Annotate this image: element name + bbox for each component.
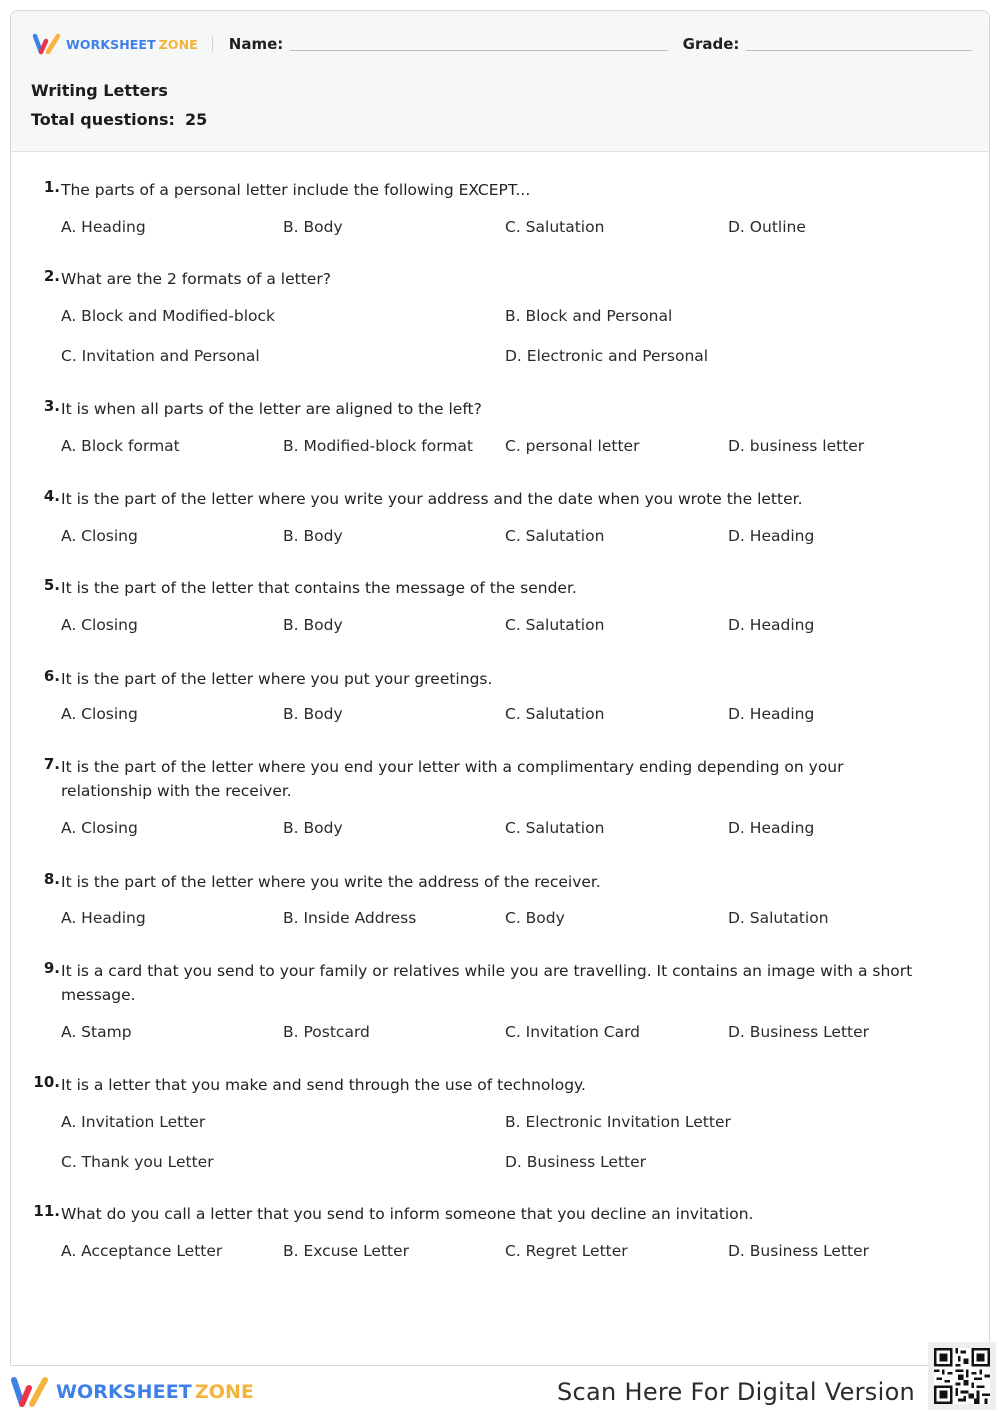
- total-questions: [31, 110, 207, 129]
- question-number: 3.: [43, 397, 60, 415]
- brand-name: [66, 37, 198, 52]
- qr-code-icon[interactable]: [928, 1342, 996, 1410]
- question-text: It is the part of the letter where you write your address and the date when you wrote the letter.: [61, 490, 803, 508]
- answer-option[interactable]: A. Acceptance Letter: [61, 1242, 223, 1260]
- answer-option[interactable]: C. Invitation and Personal: [61, 347, 260, 365]
- answer-option[interactable]: D. Business Letter: [728, 1023, 870, 1041]
- question-text: It is when all parts of the letter are aligned to the left?: [61, 400, 482, 418]
- answer-option[interactable]: B. Body: [283, 616, 343, 634]
- worksheet-title: Writing Letters: [31, 81, 168, 100]
- worksheet-header: [11, 11, 989, 152]
- answer-option[interactable]: B. Body: [283, 527, 343, 545]
- answer-option[interactable]: D. Heading: [728, 527, 815, 545]
- question-number: 10.: [33, 1073, 60, 1091]
- answer-option[interactable]: C. personal letter: [505, 437, 640, 455]
- answer-option[interactable]: D. business letter: [728, 437, 865, 455]
- grade-field[interactable]: [746, 50, 972, 51]
- answer-option[interactable]: A. Heading: [61, 909, 146, 927]
- answer-option[interactable]: D. Salutation: [728, 909, 829, 927]
- question-text: What are the 2 formats of a letter?: [61, 270, 331, 288]
- question-number: 8.: [43, 870, 60, 888]
- answer-option[interactable]: A. Invitation Letter: [61, 1113, 206, 1131]
- question-number: 11.: [33, 1202, 60, 1220]
- answer-option[interactable]: D. Business Letter: [728, 1242, 870, 1260]
- brand-name-part2: ZONE: [194, 1381, 255, 1403]
- question-number: 2.: [43, 267, 60, 285]
- footer-brand-logo: [10, 1376, 254, 1408]
- answer-option[interactable]: A. Stamp: [61, 1023, 132, 1041]
- brand-name-part1: WORKSHEET: [56, 1381, 192, 1403]
- answer-option[interactable]: A. Closing: [61, 705, 138, 723]
- question-text: It is the part of the letter that contains the message of the sender.: [61, 579, 577, 597]
- question-number: 7.: [43, 755, 60, 773]
- answer-option[interactable]: C. Salutation: [505, 616, 605, 634]
- question-number: 9.: [43, 959, 60, 977]
- answer-option[interactable]: A. Closing: [61, 819, 138, 837]
- answer-option[interactable]: C. Salutation: [505, 218, 605, 236]
- answer-option[interactable]: B. Inside Address: [283, 909, 417, 927]
- footer-brand-name: [56, 1381, 254, 1403]
- answer-option[interactable]: B. Body: [283, 218, 343, 236]
- scan-digital-version-text: Scan Here For Digital Version: [557, 1378, 916, 1406]
- answer-option[interactable]: A. Block and Modified-block: [61, 307, 275, 325]
- answer-option[interactable]: A. Heading: [61, 218, 146, 236]
- answer-option[interactable]: B. Excuse Letter: [283, 1242, 410, 1260]
- answer-option[interactable]: D. Heading: [728, 616, 815, 634]
- answer-option[interactable]: C. Regret Letter: [505, 1242, 628, 1260]
- question-text: What do you call a letter that you send to inform someone that you decline an invitation.: [61, 1205, 754, 1223]
- answer-option[interactable]: B. Block and Personal: [505, 307, 673, 325]
- question-text: It is a card that you send to your family or relatives while you are travelling. It contains an image with a short message.: [61, 962, 913, 1004]
- name-label: Name:: [228, 35, 284, 53]
- worksheetzone-logo-icon: [10, 1376, 50, 1408]
- answer-option[interactable]: D. Heading: [728, 705, 815, 723]
- answer-option[interactable]: C. Salutation: [505, 527, 605, 545]
- answer-option[interactable]: C. Body: [505, 909, 565, 927]
- brand-name-part1: WORKSHEET: [66, 36, 156, 52]
- brand-logo: [32, 33, 198, 55]
- worksheetzone-logo-icon: [32, 33, 62, 55]
- name-field[interactable]: [290, 50, 667, 51]
- question-text: The parts of a personal letter include the following EXCEPT...: [61, 181, 531, 199]
- brand-name-part2: ZONE: [158, 36, 198, 52]
- answer-option[interactable]: A. Block format: [61, 437, 180, 455]
- answer-option[interactable]: D. Business Letter: [505, 1153, 647, 1171]
- answer-option[interactable]: D. Outline: [728, 218, 806, 236]
- total-questions-count: 25: [184, 110, 208, 129]
- answer-option[interactable]: B. Postcard: [283, 1023, 370, 1041]
- logo-divider: [212, 37, 213, 51]
- answer-option[interactable]: B. Body: [283, 705, 343, 723]
- answer-option[interactable]: B. Electronic Invitation Letter: [505, 1113, 731, 1131]
- answer-option[interactable]: C. Thank you Letter: [61, 1153, 214, 1171]
- answer-option[interactable]: A. Closing: [61, 616, 138, 634]
- answer-option[interactable]: C. Salutation: [505, 819, 605, 837]
- question-text: It is the part of the letter where you end your letter with a complimentary ending depending on your relationship with the receiver.: [61, 758, 844, 800]
- question-text: It is the part of the letter where you write the address of the receiver.: [61, 873, 601, 891]
- answer-option[interactable]: B. Modified-block format: [283, 437, 473, 455]
- answer-option[interactable]: C. Salutation: [505, 705, 605, 723]
- answer-option[interactable]: D. Electronic and Personal: [505, 347, 709, 365]
- answer-option[interactable]: D. Heading: [728, 819, 815, 837]
- question-number: 5.: [43, 576, 60, 594]
- grade-label: Grade:: [682, 35, 740, 53]
- question-number: 4.: [43, 487, 60, 505]
- total-questions-label: Total questions:: [31, 110, 175, 129]
- answer-option[interactable]: B. Body: [283, 819, 343, 837]
- question-text: It is a letter that you make and send through the use of technology.: [61, 1076, 586, 1094]
- worksheet-page: [10, 10, 990, 1366]
- question-text: It is the part of the letter where you put your greetings.: [61, 670, 493, 688]
- answer-option[interactable]: C. Invitation Card: [505, 1023, 641, 1041]
- question-number: 1.: [43, 178, 60, 196]
- answer-option[interactable]: A. Closing: [61, 527, 138, 545]
- question-number: 6.: [43, 667, 60, 685]
- header-row: [32, 33, 972, 55]
